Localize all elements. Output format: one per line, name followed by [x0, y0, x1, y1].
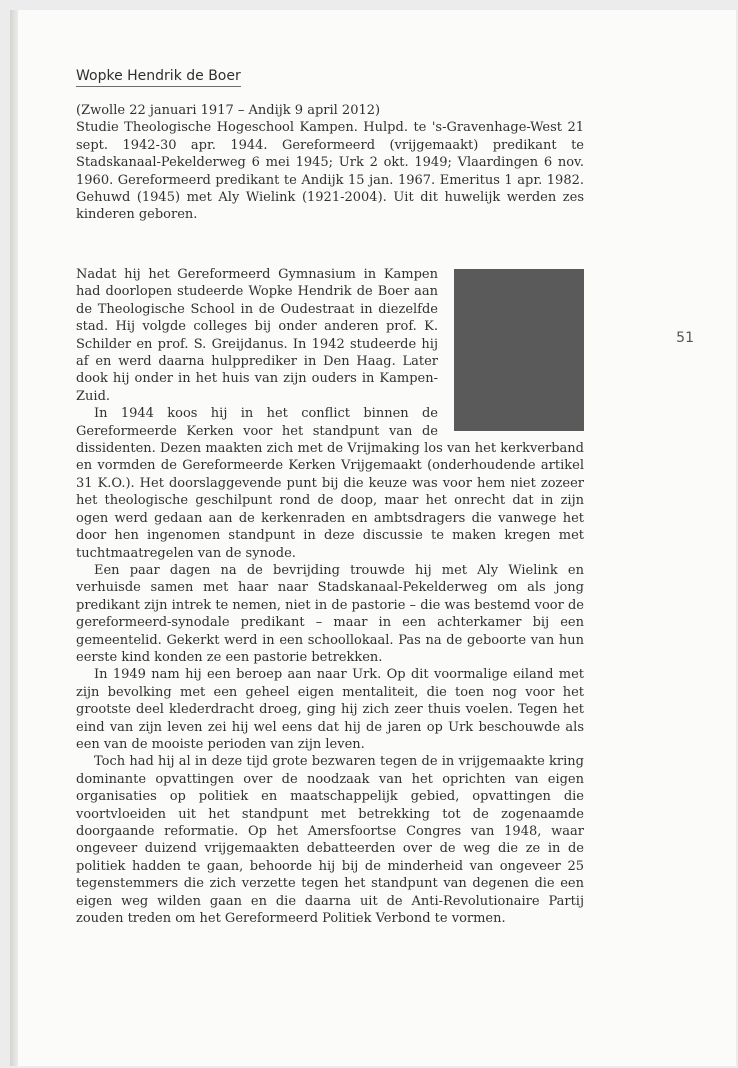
paragraph-4: In 1949 nam hij een beroep aan naar Urk. Op dit voormalige eiland met zijn bevolking met een geheel eigen mentaliteit, die toen nog voor het grootste deel klederdracht droeg, ging hij zich zeer thuis voelen. Tegen het eind van zijn leven zei hij wel eens dat hij de jaren op Urk beschouwde als een van de mooiste perioden van zijn leven.	[76, 667, 584, 752]
bio-dates-line: (Zwolle 22 januari 1917 – Andijk 9 april 2012)	[76, 103, 381, 118]
portrait-photo	[454, 269, 584, 431]
page-binding-shadow	[10, 10, 18, 1066]
paragraph-3: Een paar dagen na de bevrijding trouwde hij met Aly Wielink en verhuisde samen met haar naar Stadskanaal-Pekelderweg om als jong predikant zijn intrek te nemen, niet in de pastorie – die was bestemd voor de gereformeerd-synodale predikant – maar in een achterkamer bij een gemeentelid. Gekerkt werd in een schoollokaal. Pas na de geboorte van hun eerste kind konden ze een pastorie betrekken.	[76, 562, 584, 665]
bio-career-text: Studie Theologische Hogeschool Kampen. Hulpd. te 's-Gravenhage-West 21 sept. 1942-30 apr. 1944. Gereformeerd (vrijgemaakt) predikant te Stadskanaal-Pekelderweg 6 mei 1945; Urk 2 okt. 1949; Vlaardingen 6 nov. 1960. Gereformeerd predikant te Andijk 15 jan. 1967. Emeritus 1 apr. 1982. Gehuwd (1945) met Aly Wielink (1921-2004). Uit dit huwelijk werden zes kinderen geboren.	[76, 120, 584, 223]
portrait-photo-image	[454, 269, 584, 431]
paragraph-2: In 1944 koos hij in het conflict binnen de Gereformeerde Kerken voor het standpunt van de dissidenten. Dezen maakten zich met de Vrijmaking los van het kerkverband en vormden de Gereformeerde Kerken Vrijgemaakt (onderhoudende artikel 31 K.O.). Het doorslaggevende punt bij die keuze was voor hem niet zozeer het theologische geschilpunt rond de doop, maar het onrecht dat in zijn ogen werd gedaan aan de kerkenraden en ambtsdragers die vanwege het door hen ingenomen standpunt in deze discussie te maken kregen met tuchtmaatregelen van de synode.	[76, 406, 584, 561]
page-number: 51	[676, 330, 694, 346]
biographical-summary	[76, 102, 584, 224]
paragraph-5: Toch had hij al in deze tijd grote bezwaren tegen de in vrijgemaakte kring dominante opvattingen over de noodzaak van het oprichten van eigen organisaties op politiek en maatschappelijk gebied, opvattingen die voortvloeiden uit het standpunt met betrekking tot de zogenaamde doorgaande reformatie. Op het Amersfoortse Congres van 1948, waar ongeveer duizend vrijgemaakten debatteerden over de weg die ze in de politiek hadden te gaan, behoorde hij bij de minderheid van ongeveer 25 tegenstemmers die zich verzette tegen het standpunt van degenen die een eigen weg wilden gaan en die daarna uit de Anti-Revolutionaire Partij zouden treden om het Gereformeerd Politiek Verbond te vormen.	[76, 754, 584, 927]
paragraph-1: Nadat hij het Gereformeerd Gymnasium in Kampen had doorlopen studeerde Wopke Hendrik de Boer aan de Theologische School in de Oudestraat in diezelfde stad. Hij volgde colleges bij onder anderen prof. K. Schilder en prof. S. Greijdanus. In 1942 studeerde hij af en werd daarna hulpprediker in Den Haag. Later dook hij onder in het huis van zijn ouders in Kampen-Zuid.	[76, 267, 438, 404]
page-heading: Wopke Hendrik de Boer	[76, 68, 241, 87]
article-body	[76, 266, 584, 927]
